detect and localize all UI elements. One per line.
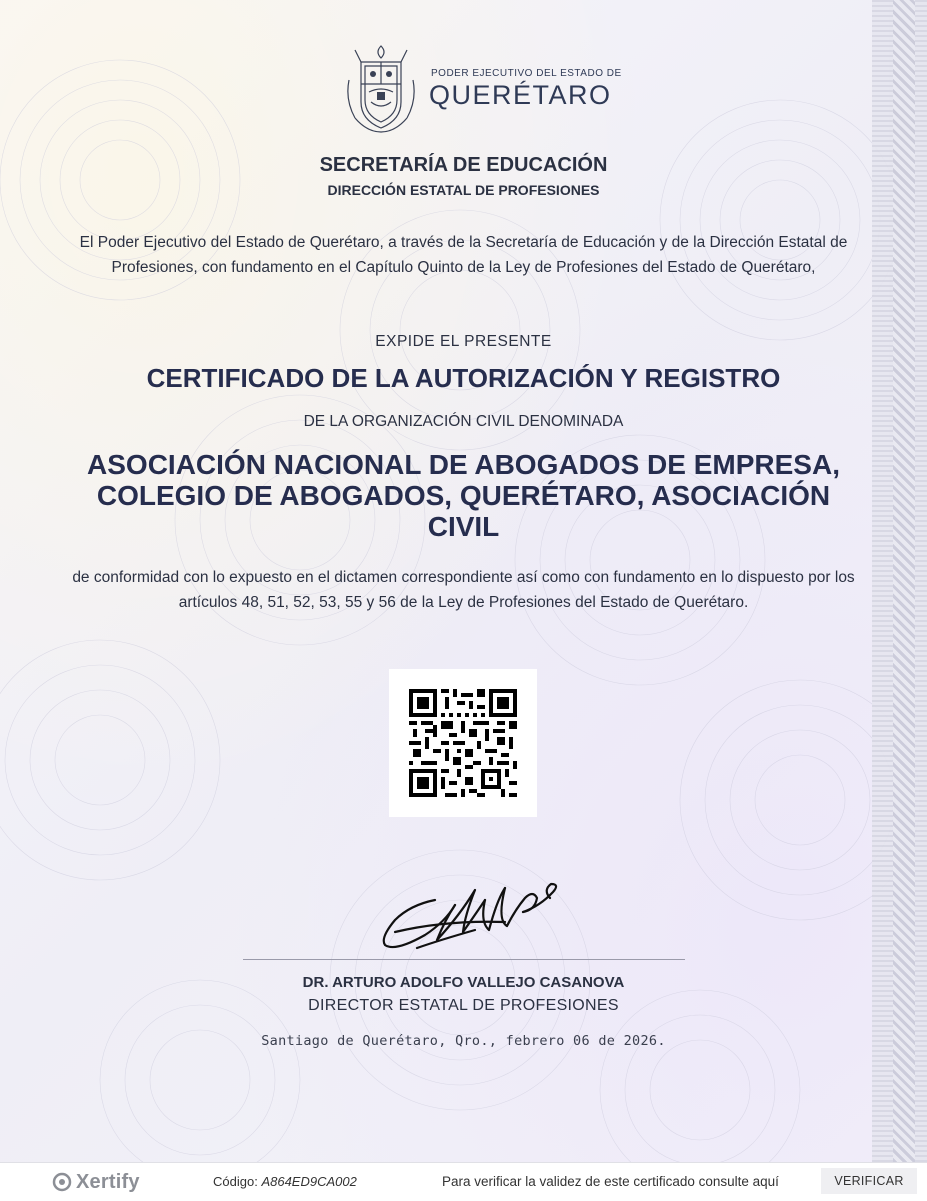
conformidad-paragraph: de conformidad con lo expuesto en el dictamen correspondiente así como con fundamento en lo dispuesto por los artículos 48, 51, 52, 53, 55 y 56 de la Ley de Profesiones del Estado de Querétaro.: [72, 569, 855, 611]
direccion-heading: DIRECCIÓN ESTATAL DE PROFESIONES: [327, 182, 600, 198]
intro-paragraph: El Poder Ejecutivo del Estado de Querétaro, a través de la Secretaría de Educación y de la Dirección Estatal de Profesiones, con fundamento en el Capítulo Quinto de la Ley de Profesiones del Estado de Querétaro,: [79, 234, 848, 276]
certificate-code: [213, 1174, 357, 1189]
verification-footer: [0, 1162, 927, 1201]
signer-role: DIRECTOR ESTATAL DE PROFESIONES: [308, 997, 619, 1014]
place-and-date: Santiago de Querétaro, Qro., febrero 06 de 2026.: [261, 1033, 666, 1049]
code-value: A864ED9CA002: [261, 1174, 357, 1189]
code-label: Código:: [213, 1174, 258, 1189]
xertify-logo-icon: [52, 1172, 72, 1192]
decorative-side-pattern: [893, 0, 915, 1162]
xertify-brand-name: Xertify: [76, 1170, 140, 1193]
handwritten-signature: [365, 860, 565, 960]
organization-name: ASOCIACIÓN NACIONAL DE ABOGADOS DE EMPRESA, COLEGIO DE ABOGADOS, QUERÉTARO, ASOCIACIÓN CIVIL: [87, 449, 840, 542]
logo-title: QUERÉTARO: [429, 80, 612, 110]
xertify-brand[interactable]: [52, 1171, 140, 1193]
verify-instruction: Para verificar la validez de este certificado consulte aquí: [442, 1174, 779, 1189]
organization-label: DE LA ORGANIZACIÓN CIVIL DENOMINADA: [303, 413, 624, 430]
queretaro-logo: [341, 40, 641, 136]
certificate-title: CERTIFICADO DE LA AUTORIZACIÓN Y REGISTRO: [146, 363, 781, 393]
qr-code-icon: [409, 689, 517, 797]
expide-label: EXPIDE EL PRESENTE: [375, 333, 552, 350]
signature-line: [243, 959, 685, 960]
state-seal-icon: [341, 40, 421, 136]
secretaria-heading: SECRETARÍA DE EDUCACIÓN: [319, 154, 608, 176]
verification-qr-code[interactable]: [389, 669, 537, 817]
logo-subtitle: PODER EJECUTIVO DEL ESTADO DE: [431, 68, 622, 79]
signer-name: DR. ARTURO ADOLFO VALLEJO CASANOVA: [302, 974, 625, 991]
verify-button[interactable]: VERIFICAR: [821, 1168, 917, 1194]
